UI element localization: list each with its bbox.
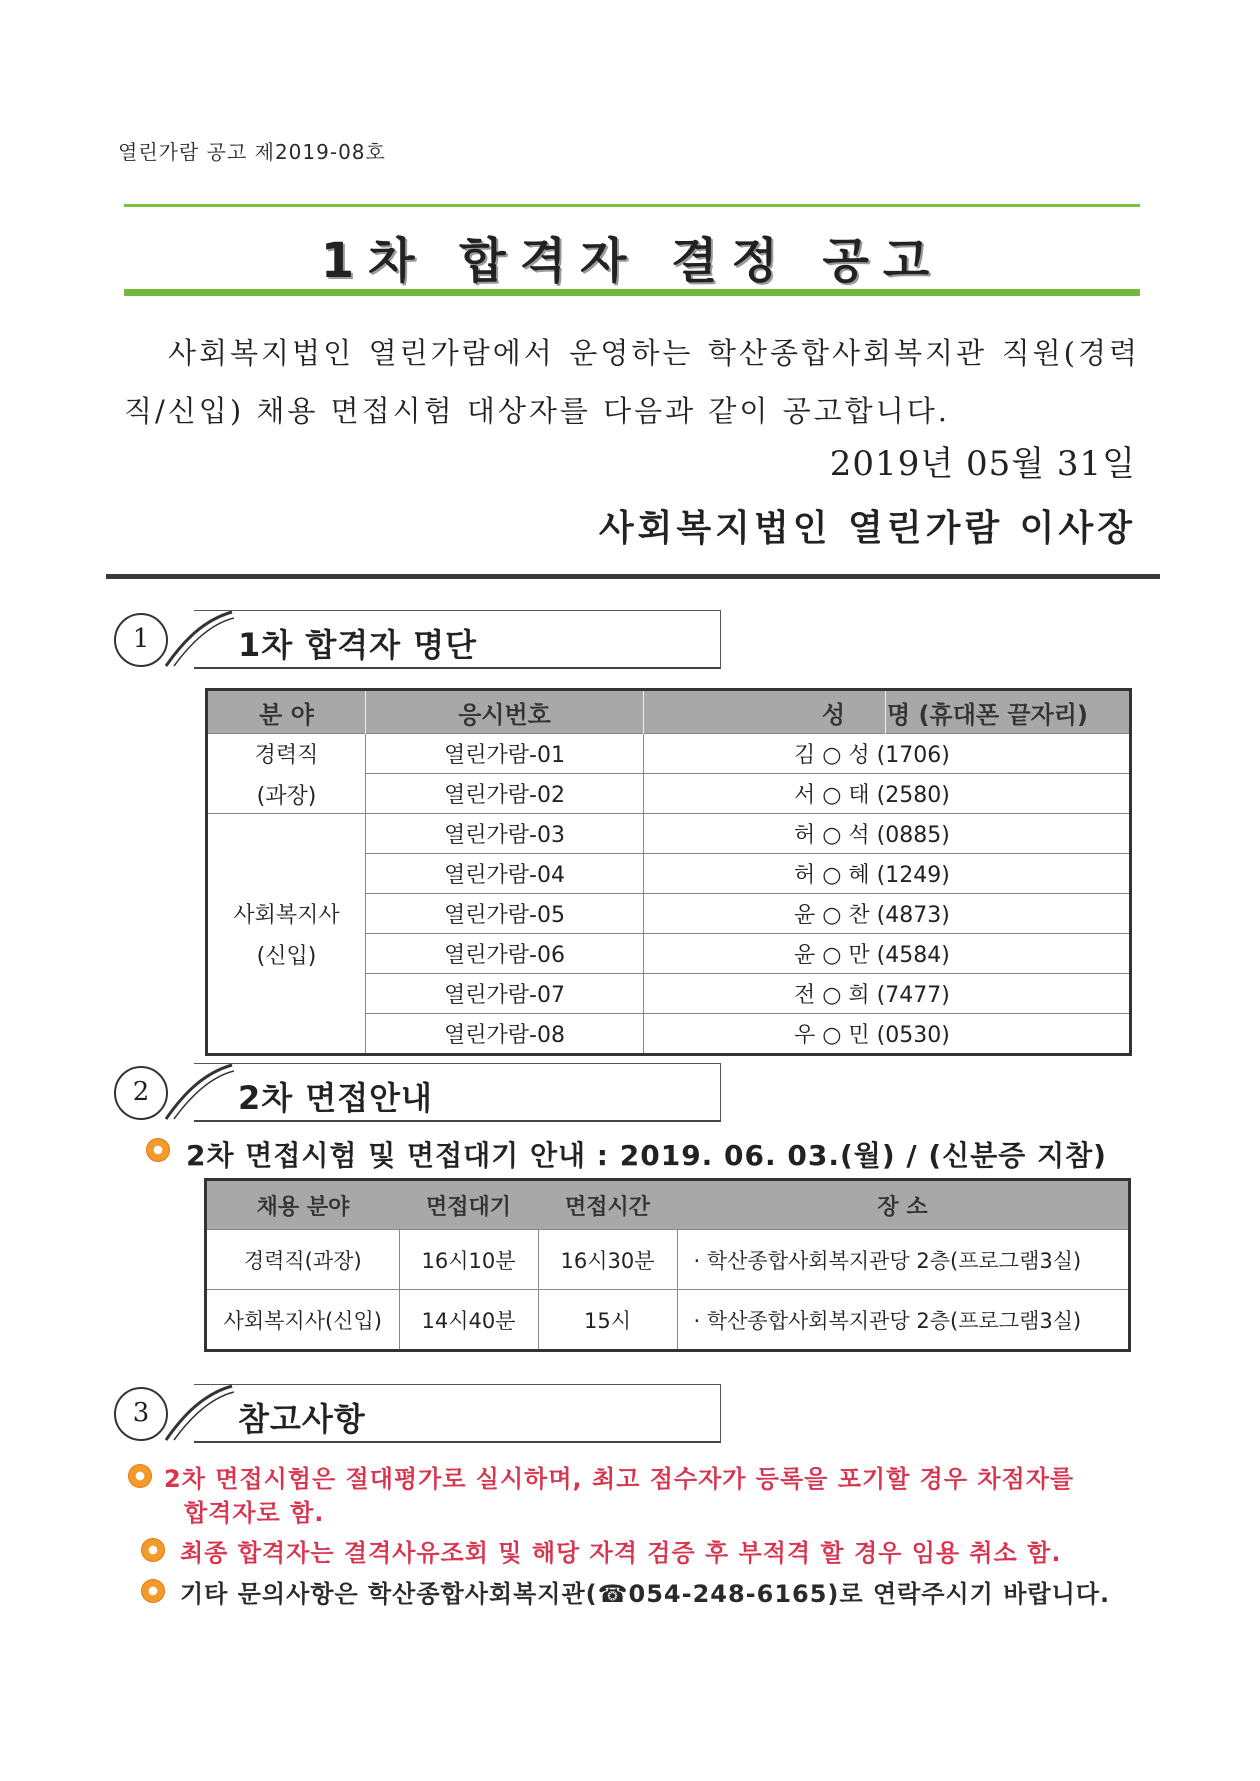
col-place: 장 소 (677, 1180, 1130, 1230)
wait-cell: 14시40분 (399, 1290, 538, 1351)
table-header-row (206, 1180, 1130, 1230)
section-number: 3 (114, 1387, 168, 1441)
issuer: 사회복지법인 열린가람 이사장 (598, 507, 1136, 549)
section-title: 1차 합격자 명단 (238, 626, 478, 664)
col-surname: 성 (644, 690, 886, 734)
name-cell (644, 774, 1131, 814)
name-cell (644, 894, 1131, 934)
name-cell (644, 934, 1131, 974)
section-title: 참고사항 (238, 1400, 366, 1438)
field-cell: 사회복지사(신입) (206, 1290, 400, 1351)
name-cell (644, 854, 1131, 894)
number-cell: 열린가람-08 (366, 1014, 644, 1055)
interview-table (204, 1178, 1131, 1352)
bullet-icon (146, 1138, 170, 1162)
name-value: 윤 ○ 만 (4584) (794, 943, 950, 968)
table-row (207, 734, 1131, 774)
header-divider (106, 574, 1160, 579)
table-row (206, 1290, 1130, 1351)
title-top-rule (124, 204, 1140, 207)
name-cell (644, 974, 1131, 1014)
number-cell: 열린가람-02 (366, 774, 644, 814)
col-wait: 면접대기 (399, 1180, 538, 1230)
name-value: 김 ○ 성 (1706) (794, 743, 950, 768)
number-cell: 열린가람-07 (366, 974, 644, 1014)
col-number: 응시번호 (366, 690, 644, 734)
field-cell (207, 734, 366, 814)
name-value: 전 ○ 희 (7477) (794, 983, 950, 1008)
time-cell: 16시30분 (538, 1230, 677, 1290)
name-value: 우 ○ 민 (0530) (794, 1023, 950, 1048)
swoosh-icon (154, 1063, 234, 1121)
field-line: (과장) (256, 783, 317, 809)
name-value: 허 ○ 석 (0885) (794, 823, 950, 848)
col-field: 채용 분야 (206, 1180, 400, 1230)
number-cell: 열린가람-01 (366, 734, 644, 774)
section-3-header (114, 1384, 722, 1442)
notice-date: 2019년 05월 31일 (829, 444, 1136, 484)
col-time: 면접시간 (538, 1180, 677, 1230)
section-title: 2차 면접안내 (238, 1079, 433, 1117)
name-cell (644, 734, 1131, 774)
section-1-header (114, 610, 722, 668)
name-value: 허 ○ 혜 (1249) (794, 863, 950, 888)
col-field: 분 야 (207, 690, 366, 734)
table-row (206, 1230, 1130, 1290)
swoosh-icon (154, 610, 234, 668)
name-cell (644, 1014, 1131, 1055)
note-2: 최종 합격자는 결격사유조회 및 해당 자격 검증 후 부적격 할 경우 임용 취소 함. (180, 1539, 1062, 1567)
bullet-icon (141, 1538, 165, 1562)
number-cell: 열린가람-03 (366, 814, 644, 854)
swoosh-icon (154, 1384, 234, 1442)
title-bottom-rule (124, 289, 1140, 296)
table-row (207, 814, 1131, 854)
section-number: 2 (114, 1066, 168, 1120)
field-line: (신입) (256, 943, 317, 969)
wait-cell: 16시10분 (399, 1230, 538, 1290)
bullet-icon (141, 1579, 165, 1603)
number-cell: 열린가람-04 (366, 854, 644, 894)
field-cell (207, 814, 366, 1055)
name-value: 윤 ○ 찬 (4873) (794, 903, 950, 928)
field-cell: 경력직(과장) (206, 1230, 400, 1290)
intro-paragraph: 사회복지법인 열린가람에서 운영하는 학산종합사회복지관 직원(경력직/신입) 채용 면접시험 대상자를 다음과 같이 공고합니다. (124, 336, 1140, 428)
number-cell: 열린가람-05 (366, 894, 644, 934)
field-line: 경력직 (254, 742, 319, 768)
name-cell (644, 814, 1131, 854)
interview-info: 2차 면접시험 및 면접대기 안내 : 2019. 06. 03.(월) / (신분증 지참) (186, 1139, 1107, 1172)
note-3: 기타 문의사항은 학산종합사회복지관(☎054-248-6165)로 연락주시기 바랍니다. (180, 1580, 1111, 1608)
note-line: 합격자로 함. (184, 1499, 325, 1527)
field-line: 사회복지사 (233, 902, 340, 928)
name-value: 서 ○ 태 (2580) (794, 783, 950, 808)
section-number: 1 (114, 613, 168, 667)
number-cell: 열린가람-06 (366, 934, 644, 974)
notice-number: 열린가람 공고 제2019-08호 (118, 140, 386, 164)
place-cell: · 학산종합사회복지관당 2층(프로그램3실) (677, 1230, 1130, 1290)
bullet-icon (128, 1464, 152, 1488)
passer-table (205, 688, 1132, 1056)
page-title: 1차 합격자 결정 공고 (320, 233, 944, 289)
col-name-phone: 명 (휴대폰 끝자리) (886, 690, 1131, 734)
place-cell: · 학산종합사회복지관당 2층(프로그램3실) (677, 1290, 1130, 1351)
table-header-row (207, 690, 1131, 734)
note-1 (164, 1462, 1124, 1530)
note-line: 2차 면접시험은 절대평가로 실시하며, 최고 점수자가 등록을 포기할 경우 차점자를 (164, 1465, 1075, 1493)
section-2-header (114, 1063, 722, 1121)
time-cell: 15시 (538, 1290, 677, 1351)
